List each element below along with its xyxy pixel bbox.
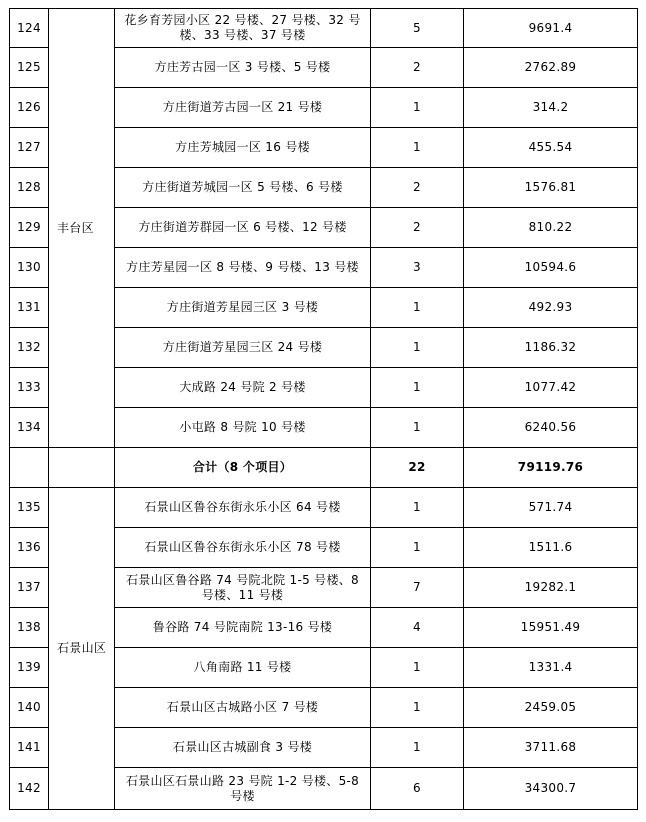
building-count: 7: [371, 568, 464, 608]
row-number: 127: [10, 128, 49, 168]
row-number: 126: [10, 88, 49, 128]
project-table: [9, 8, 638, 810]
building-count: 6: [371, 768, 464, 810]
area-value: 3711.68: [464, 728, 638, 768]
area-value: 19282.1: [464, 568, 638, 608]
area-value: 810.22: [464, 208, 638, 248]
project-name: 鲁谷路 74 号院南院 13-16 号楼: [115, 608, 371, 648]
area-value: 1511.6: [464, 528, 638, 568]
subtotal-row: [10, 448, 638, 488]
project-name: 石景山区古城路小区 7 号楼: [115, 688, 371, 728]
project-name: 石景山区鲁谷路 74 号院北院 1-5 号楼、8 号楼、11 号楼: [115, 568, 371, 608]
project-name: 方庄街道芳城园一区 5 号楼、6 号楼: [115, 168, 371, 208]
row-number: 128: [10, 168, 49, 208]
area-value: 2762.89: [464, 48, 638, 88]
project-name: 石景山区鲁谷东街永乐小区 64 号楼: [115, 488, 371, 528]
area-value: 1186.32: [464, 328, 638, 368]
row-number: 135: [10, 488, 49, 528]
row-number: 139: [10, 648, 49, 688]
building-count: 1: [371, 288, 464, 328]
area-value: 314.2: [464, 88, 638, 128]
area-value: 15951.49: [464, 608, 638, 648]
area-value: 1331.4: [464, 648, 638, 688]
row-number: 134: [10, 408, 49, 448]
row-number: 136: [10, 528, 49, 568]
project-name: 方庄街道芳星园三区 3 号楼: [115, 288, 371, 328]
project-name: 八角南路 11 号楼: [115, 648, 371, 688]
project-name: 方庄街道芳星园三区 24 号楼: [115, 328, 371, 368]
row-number: 130: [10, 248, 49, 288]
area-value: 34300.7: [464, 768, 638, 810]
building-count: 5: [371, 9, 464, 48]
project-name: 大成路 24 号院 2 号楼: [115, 368, 371, 408]
row-number: 125: [10, 48, 49, 88]
area-value: 10594.6: [464, 248, 638, 288]
table-row: [10, 488, 638, 528]
building-count: 1: [371, 488, 464, 528]
building-count: 2: [371, 48, 464, 88]
project-name: 小屯路 8 号院 10 号楼: [115, 408, 371, 448]
area-value: 1077.42: [464, 368, 638, 408]
building-count: 1: [371, 328, 464, 368]
row-number: 137: [10, 568, 49, 608]
building-count: 3: [371, 248, 464, 288]
project-name: 方庄街道芳古园一区 21 号楼: [115, 88, 371, 128]
area-value: 455.54: [464, 128, 638, 168]
row-number: [10, 448, 49, 488]
project-name: 石景山区鲁谷东街永乐小区 78 号楼: [115, 528, 371, 568]
district-cell: [49, 448, 115, 488]
building-count: 1: [371, 128, 464, 168]
building-count: 1: [371, 368, 464, 408]
area-value: 9691.4: [464, 9, 638, 48]
building-count: 1: [371, 648, 464, 688]
project-name: 方庄芳星园一区 8 号楼、9 号楼、13 号楼: [115, 248, 371, 288]
table-row: [10, 9, 638, 48]
building-count: 1: [371, 88, 464, 128]
subtotal-count: 22: [371, 448, 464, 488]
row-number: 142: [10, 768, 49, 810]
row-number: 129: [10, 208, 49, 248]
area-value: 1576.81: [464, 168, 638, 208]
building-count: 1: [371, 408, 464, 448]
area-value: 571.74: [464, 488, 638, 528]
project-name: 方庄芳城园一区 16 号楼: [115, 128, 371, 168]
row-number: 138: [10, 608, 49, 648]
row-number: 132: [10, 328, 49, 368]
row-number: 133: [10, 368, 49, 408]
project-name: 方庄街道芳群园一区 6 号楼、12 号楼: [115, 208, 371, 248]
row-number: 140: [10, 688, 49, 728]
project-name: 花乡育芳园小区 22 号楼、27 号楼、32 号楼、33 号楼、37 号楼: [115, 9, 371, 48]
building-count: 1: [371, 528, 464, 568]
row-number: 141: [10, 728, 49, 768]
row-number: 124: [10, 9, 49, 48]
building-count: 2: [371, 208, 464, 248]
subtotal-area: 79119.76: [464, 448, 638, 488]
subtotal-label: 合计（8 个项目）: [115, 448, 371, 488]
building-count: 4: [371, 608, 464, 648]
building-count: 1: [371, 688, 464, 728]
project-name: 石景山区古城副食 3 号楼: [115, 728, 371, 768]
project-name: 石景山区石景山路 23 号院 1-2 号楼、5-8 号楼: [115, 768, 371, 810]
building-count: 1: [371, 728, 464, 768]
area-value: 6240.56: [464, 408, 638, 448]
building-count: 2: [371, 168, 464, 208]
district-cell: 石景山区: [49, 488, 115, 810]
district-cell: 丰台区: [49, 9, 115, 448]
project-name: 方庄芳古园一区 3 号楼、5 号楼: [115, 48, 371, 88]
area-value: 2459.05: [464, 688, 638, 728]
area-value: 492.93: [464, 288, 638, 328]
row-number: 131: [10, 288, 49, 328]
